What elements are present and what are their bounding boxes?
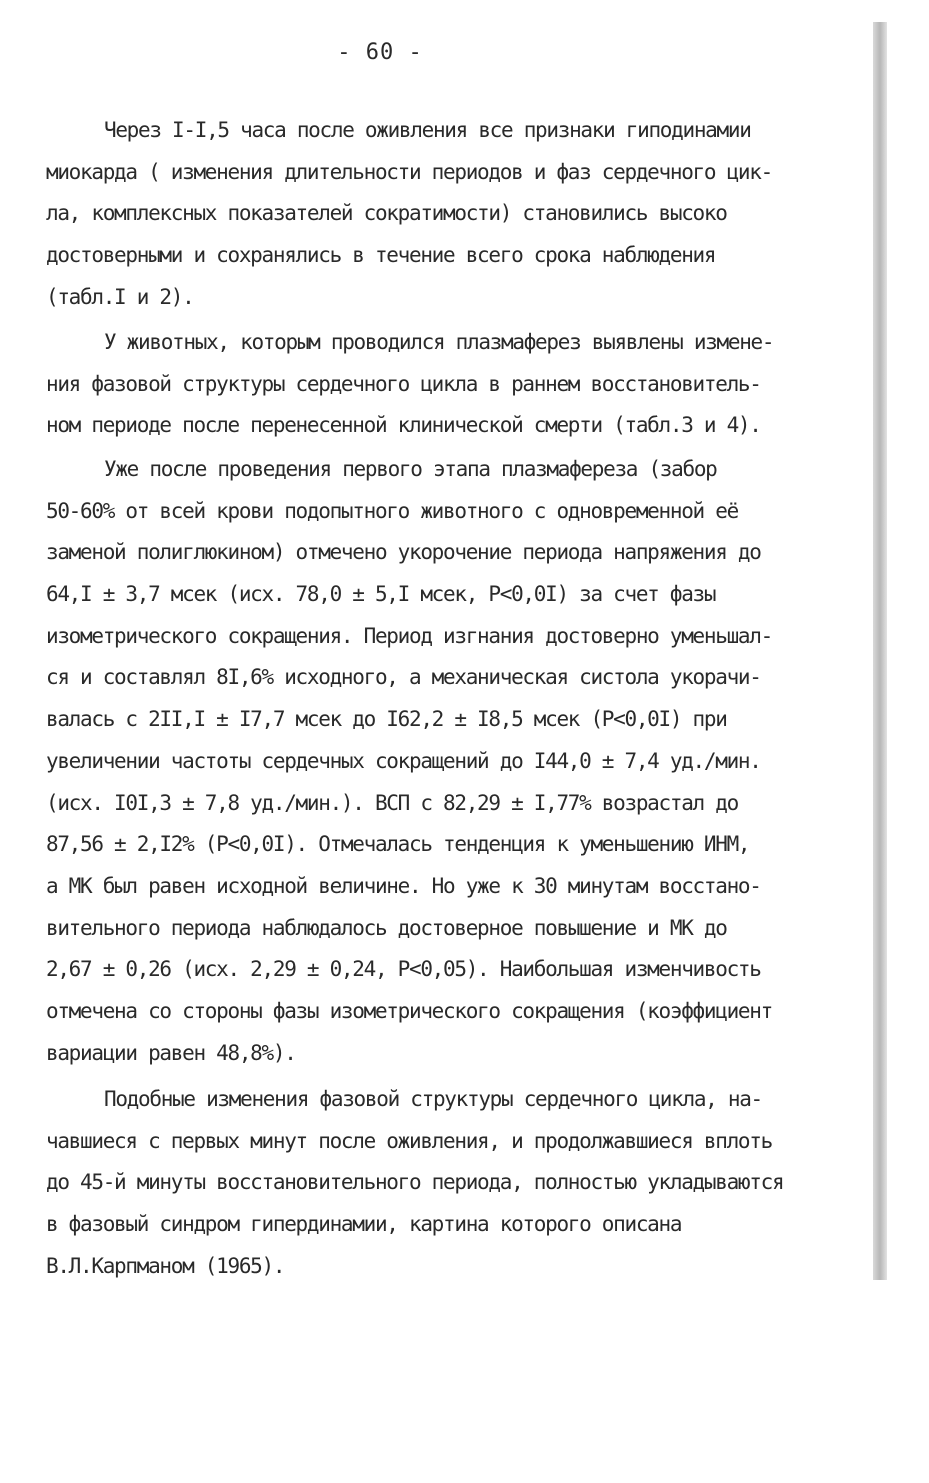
text-line: заменой полиглюкином) отмечено укорочение периода напряжения до — [46, 540, 761, 565]
text-line: ла, комплексных показателей сократимости) становились высоко — [46, 201, 727, 226]
page-number: - 60 - — [337, 40, 423, 65]
text-line: достоверными и сохранялись в течение всего срока наблюдения — [46, 243, 716, 268]
paragraph-2 — [46, 322, 881, 447]
text-line: У животных, которым проводился плазмаферез выявлены измене- — [104, 330, 774, 354]
text-line: 87,56 ± 2,I2% (P<0,0I). Отмечалась тенденция к уменьшению ИНМ, — [46, 832, 750, 857]
text-line: валась с 2II,I ± I7,7 мсек до I62,2 ± I8,5 мсек (P<0,0I) при — [46, 707, 727, 732]
paragraph-1 — [46, 110, 881, 318]
text-line: Подобные изменения фазовой структуры сердечного цикла, на- — [104, 1087, 762, 1111]
text-line: вительного периода наблюдалось достоверное повышение и МК до — [46, 915, 727, 940]
text-line: 2,67 ± 0,26 (исх. 2,29 ± 0,24, P<0,05). Наибольшая изменчивость — [46, 957, 761, 982]
text-line: (табл.I и 2). — [46, 284, 194, 309]
text-line: отмечена со стороны фазы изометрического сокращения (коэффициент — [46, 998, 772, 1023]
text-line: увеличении частоты сердечных сокращений до I44,0 ± 7,4 уд./мин. — [46, 748, 761, 773]
text-line: Уже после проведения первого этапа плазмафереза (забор — [104, 457, 717, 481]
text-line: Через I-I,5 часа после оживления все признаки гиподинамии — [104, 118, 751, 142]
scan-margin-bar — [873, 22, 887, 1280]
text-line: В.Л.Карпманом (1965). — [46, 1253, 285, 1278]
text-line: (исх. I0I,3 ± 7,8 уд./мин.). ВСП с 82,29 ± I,77% возрастал до — [46, 790, 738, 815]
text-line: до 45-й минуты восстановительного периода, полностью укладываются — [46, 1170, 784, 1195]
text-line: вариации равен 48,8%). — [46, 1040, 296, 1065]
text-line: чавшиеся с первых минут после оживления, и продолжавшиеся вплоть — [46, 1128, 772, 1153]
text-line: ся и составлял 8I,6% исходного, а механическая систола укорачи- — [46, 665, 761, 690]
paragraph-3 — [46, 449, 881, 1074]
text-line: ния фазовой структуры сердечного цикла в раннем восстановитель- — [46, 371, 761, 396]
paragraph-4 — [46, 1079, 881, 1287]
text-line: изометрического сокращения. Период изгнания достоверно уменьшал- — [46, 623, 772, 648]
text-line: в фазовый синдром гипердинамии, картина которого описана — [46, 1212, 682, 1237]
text-line: 50-60% от всей крови подопытного животного с одновременной её — [46, 498, 738, 523]
text-line: ном периоде после перенесенной клинической смерти (табл.3 и 4). — [46, 413, 761, 438]
text-line: 64,I ± 3,7 мсек (исх. 78,0 ± 5,I мсек, P<0,0I) за счет фазы — [46, 582, 716, 607]
text-line: а МК был равен исходной величине. Но уже к 30 минутам восстано- — [46, 873, 761, 898]
text-line: миокарда ( изменения длительности периодов и фаз сердечного цик- — [46, 159, 772, 184]
